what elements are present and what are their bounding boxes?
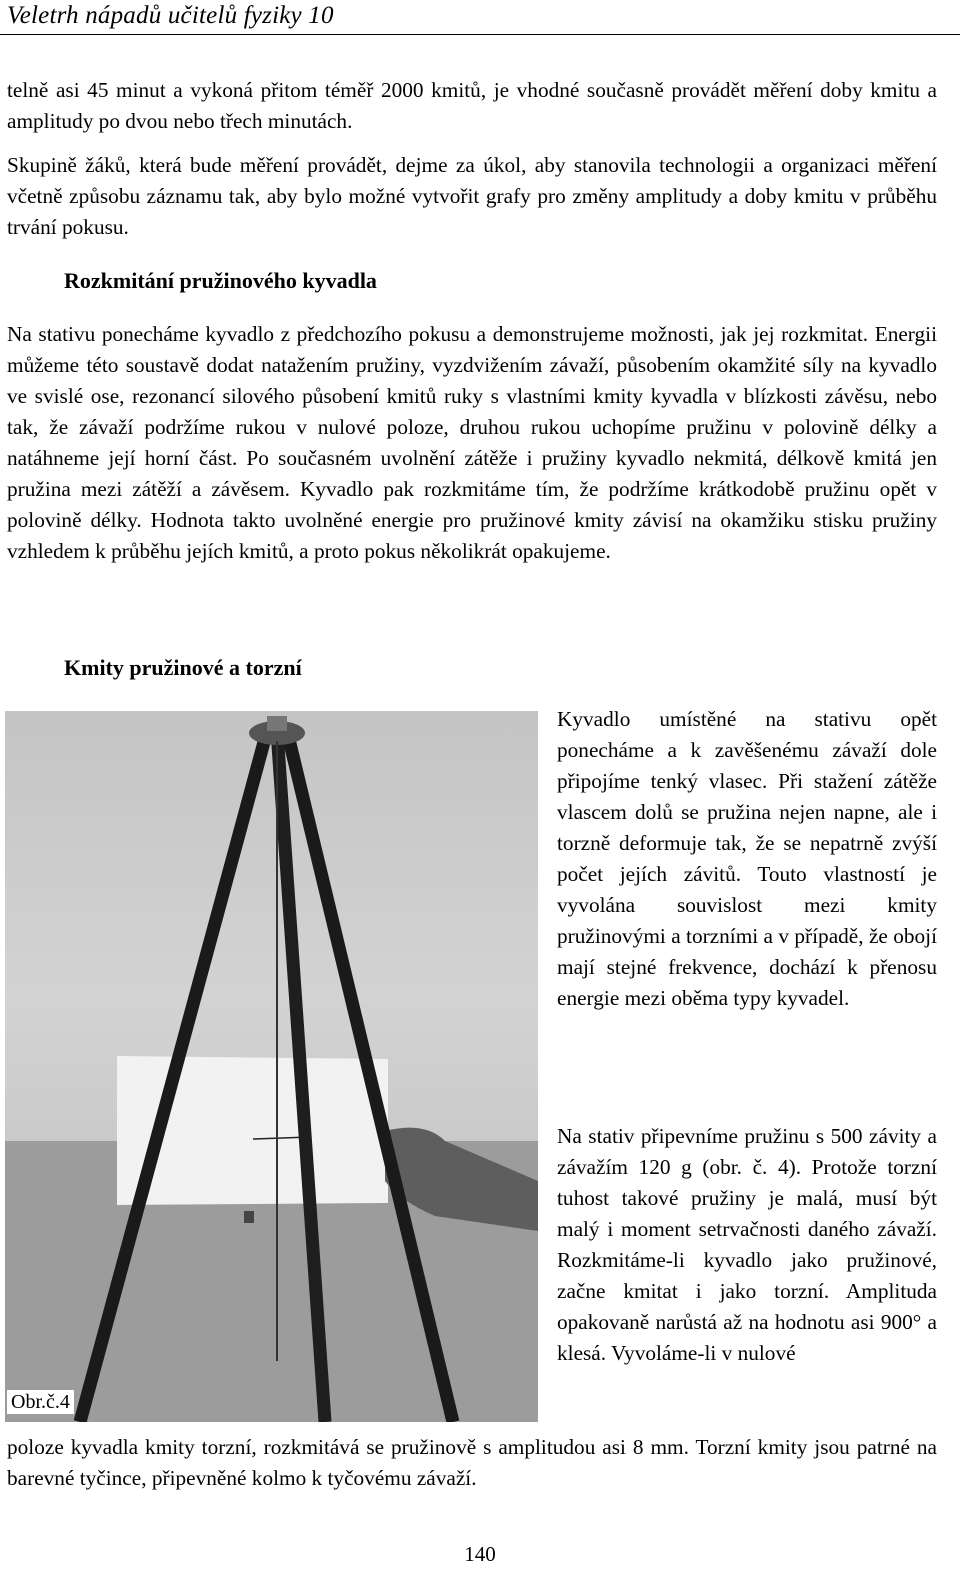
journal-title: Veletrh nápadů učitelů fyziky 10 (7, 2, 334, 29)
paragraph-rozkmitani: Na stativu ponecháme kyvadlo z předchozího pokusu a demonstrujeme možnosti, jak jej rozkmitat. Energii můžeme této soustavě dodat natažením pružiny, vyzdvižením závaží, působením okamžité síly na kyvadlo ve svislé ose, rezonancí silového působení kmitů ruky s vlastními kmity kyvadla v blízkosti závěsu, nebo tak, že závaží podržíme rukou v nulové poloze, druhou rukou uchopíme pružinu v polovině délky a natáhneme její horní část. Po současném uvolnění zátěže i pružiny kyvadlo nekmitá, délkově kmitá jen pružina mezi zátěží a závěsem. Kyvadlo pak rozkmitáme tím, že podržíme krátkodobě pružinu opět v polovině délky. Hodnota takto uvolněné energie pro pružinové kmity závisí na okamžiku stisku pružiny vzhledem k průběhu jejích kmitů, a proto pokus několikrát opakujeme. (7, 322, 937, 563)
weight (244, 1211, 254, 1223)
tripod-illustration (5, 711, 538, 1422)
figure-photo-pendulum (5, 711, 538, 1422)
paragraph-torsion-intro: Kyvadlo umístěné na stativu opět ponecháme a k zavěšenému závaží dole připojíme tenký vlasec. Při stažení zátěže vlascem dolů se pružina nejen napne, ale i torzně deformuje tak, že se nepatrně zvýší počet jejích závitů. Touto vlastností je vyvolána souvislost mezi kmity pružinovými a torzními a v případě, že obojí mají stejné frekvence, dochází k přenosu energie mezi oběma typy kyvadel. (557, 707, 937, 1010)
paragraph-torsion-experiment: Na stativ připevníme pružinu s 500 závity a závažím 120 g (obr. č. 4). Protože torzní tuhost takové pružiny je malá, musí být malý i moment setrvačnosti daného závaží. Rozkmitáme-li kyvadlo jako pružinové, začne kmitat i jako torzní. Amplituda opakovaně narůstá až na hodnotu asi 900° a klesá. Vyvoláme-li v nulové (557, 1124, 937, 1365)
section-heading-kmity: Kmity pružinové a torzní (64, 655, 302, 680)
paragraph-task-for-students: Skupině žáků, která bude měření provádět, dejme za úkol, aby stanovila technologii a organizaci měření včetně způsobu záznamu tak, aby bylo možné vytvořit grafy pro změny amplitudy a doby kmitu v průběhu trvání pokusu. (7, 153, 937, 239)
figure-label: Obr.č.4 (7, 1390, 74, 1414)
running-header (0, 0, 960, 35)
paragraph-intro-continuation: telně asi 45 minut a vykoná přitom téměř 2000 kmitů, je vhodné současně provádět měření doby kmitu a amplitudy po dvou nebo třech minutách. (7, 78, 937, 133)
page-number: 140 (464, 1542, 496, 1566)
tripod-screw (267, 716, 287, 731)
paragraph-torsion-conclusion: poloze kyvadla kmity torzní, rozkmitává se pružinově s amplitudou asi 8 mm. Torzní kmity jsou patrné na barevné tyčince, připevněné kolmo k tyčovému závaží. (7, 1435, 937, 1490)
section-heading-rozkmitani: Rozkmitání pružinového kyvadla (64, 268, 377, 293)
